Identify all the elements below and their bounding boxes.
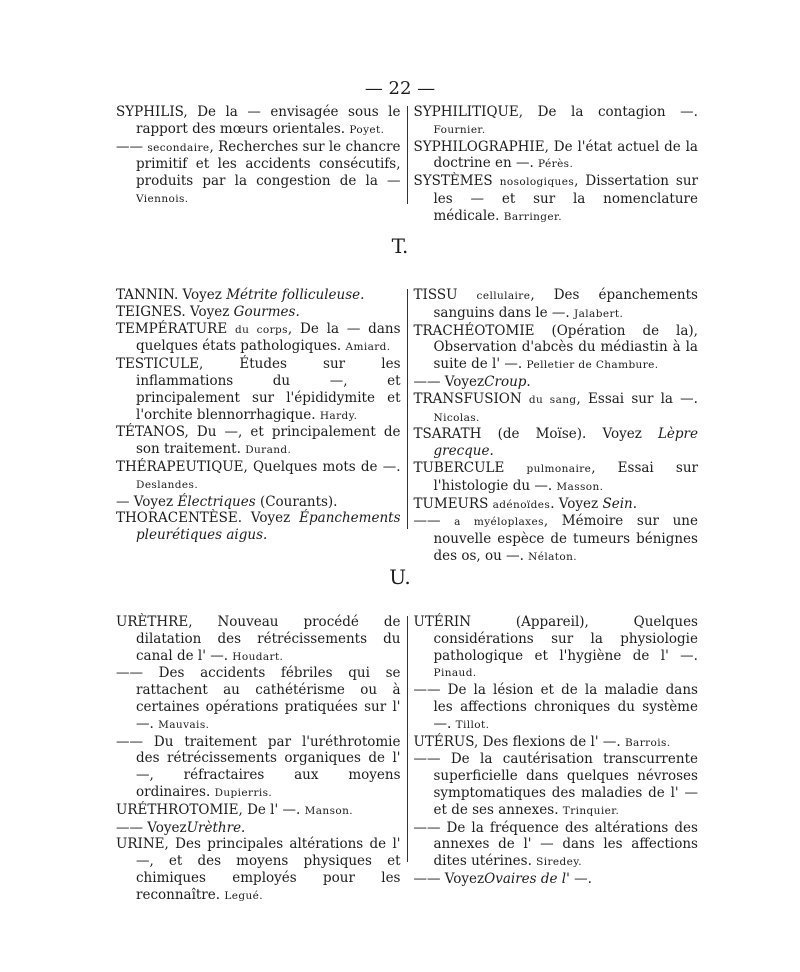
entry-author: Houdart. bbox=[232, 650, 284, 663]
index-entry bbox=[116, 104, 401, 139]
entry-author: Manson. bbox=[304, 804, 353, 817]
entry-heading: —— Voyez bbox=[116, 819, 187, 836]
index-entry bbox=[116, 802, 401, 820]
column-right bbox=[407, 104, 698, 226]
entry-reference: Urèthre. bbox=[186, 819, 246, 836]
entry-text: , De l' —. bbox=[238, 801, 305, 818]
index-entry bbox=[116, 665, 401, 733]
index-entry bbox=[116, 287, 401, 304]
entry-author: Durand. bbox=[245, 444, 292, 457]
entry-heading: TANNIN bbox=[116, 287, 174, 303]
index-entry bbox=[413, 287, 698, 323]
entry-author: Nicolas. bbox=[433, 411, 480, 424]
entry-heading: TESTICULE bbox=[116, 356, 199, 373]
column-left bbox=[116, 614, 407, 905]
entry-text: , De l'état actuel de la doctrine en —. bbox=[433, 138, 698, 172]
entry-author: Nélaton. bbox=[528, 550, 578, 563]
entry-heading: TRACHÉOTOMIE bbox=[413, 322, 535, 339]
entry-heading: —— bbox=[413, 751, 441, 768]
section-t bbox=[116, 287, 698, 566]
entry-text: . Voyez bbox=[181, 303, 234, 320]
entry-text: , Mémoire sur une nouvelle espèce de tumeurs bénignes des os, ou —. bbox=[433, 513, 698, 564]
entry-text: , Quelques mots de —. bbox=[243, 458, 401, 475]
index-entry bbox=[413, 682, 698, 733]
index-entry bbox=[116, 321, 401, 357]
entry-author: Barrois. bbox=[624, 736, 671, 749]
entry-text: , De la contagion —. bbox=[518, 104, 698, 120]
entry-heading: TRANSFUSION bbox=[413, 390, 522, 407]
entry-author: Hardy. bbox=[319, 409, 358, 422]
entry-text: , Recherches sur le chancre primitif et les accidents consécutifs, produits par la congestion de la — bbox=[136, 138, 401, 190]
entry-author: Pelletier de Chambure. bbox=[526, 359, 659, 372]
index-entry bbox=[413, 820, 698, 871]
entry-heading: — Voyez bbox=[116, 493, 174, 510]
entry-reference: Sein. bbox=[602, 495, 637, 512]
entry-text: (Opération de la), Observation d'abcès du médiastin à la suite de l' —. bbox=[433, 322, 698, 373]
entry-author: Pinaud. bbox=[433, 667, 477, 680]
entry-heading: THORACENTÈSE bbox=[116, 510, 238, 527]
entry-reference: Électriques bbox=[177, 493, 256, 510]
entry-heading: —— bbox=[413, 513, 441, 530]
index-entry bbox=[116, 424, 401, 459]
column-right bbox=[407, 614, 698, 905]
index-entry bbox=[413, 374, 698, 391]
index-entry bbox=[413, 426, 698, 460]
entry-heading: URÈTHRE bbox=[116, 614, 189, 630]
entry-heading: URÉTHROTOMIE bbox=[116, 801, 239, 818]
entry-author: Deslandes. bbox=[136, 478, 199, 491]
entry-text: , Essai sur l'histologie du —. bbox=[433, 459, 698, 494]
entry-text: (de Moïse). Voyez bbox=[481, 426, 658, 443]
entry-heading: —— bbox=[413, 682, 441, 699]
section-u bbox=[116, 614, 698, 905]
entry-heading: —— bbox=[116, 665, 143, 682]
entry-text: , Des épanchements sanguins dans le —. bbox=[433, 287, 698, 321]
index-entry bbox=[116, 836, 401, 904]
entry-author: Trinquier. bbox=[562, 804, 620, 817]
entry-author: Viennois. bbox=[136, 192, 189, 205]
index-entry bbox=[116, 139, 401, 208]
index-entry bbox=[413, 513, 698, 565]
entry-author: Mauvais. bbox=[158, 718, 210, 731]
column-right bbox=[407, 287, 698, 566]
entry-qualifier: pulmonaire bbox=[526, 462, 592, 475]
entry-reference: Métrite folliculeuse. bbox=[226, 287, 365, 303]
entry-text: . Voyez bbox=[550, 495, 603, 512]
entry-reference: Croup. bbox=[484, 373, 531, 390]
index-entry bbox=[413, 460, 698, 496]
index-entry bbox=[413, 139, 698, 174]
entry-heading: TSARATH bbox=[413, 426, 482, 443]
entry-heading: SYSTÈMES bbox=[413, 173, 493, 190]
column-left bbox=[116, 104, 407, 226]
entry-author: Masson. bbox=[556, 480, 604, 493]
entry-qualifier: a myéloplaxes bbox=[454, 516, 544, 529]
index-entry bbox=[116, 356, 401, 424]
entry-heading: TÉTANOS bbox=[116, 424, 185, 441]
entry-heading: TEIGNES bbox=[116, 303, 182, 320]
index-entry bbox=[413, 751, 698, 819]
entry-heading: SYPHILIS bbox=[116, 104, 184, 120]
entry-heading: TUMEURS bbox=[413, 495, 489, 512]
entry-author: Jalabert. bbox=[574, 307, 624, 320]
entry-author: Fournier. bbox=[433, 123, 486, 136]
entry-heading: THÉRAPEUTIQUE bbox=[116, 458, 244, 475]
entry-heading: UTÉRUS bbox=[413, 733, 475, 750]
entry-heading: —— Voyez bbox=[413, 373, 485, 390]
index-entry bbox=[413, 104, 698, 139]
index-entry bbox=[413, 173, 698, 225]
entry-heading: UTÉRIN bbox=[413, 614, 472, 630]
entry-text: De la lésion et de la maladie dans les affections chroniques du système —. bbox=[433, 682, 698, 732]
entry-author: Pérès. bbox=[538, 158, 574, 171]
index-entry bbox=[413, 496, 698, 514]
index-entry bbox=[413, 734, 698, 752]
entry-text: Des accidents fébriles qui se rattachent au cathétérisme ou à certaines opérations pratiquées sur l' —. bbox=[136, 665, 401, 732]
entry-text: , Des principales altérations de l' —, et des moyens physiques et chimiques employés pour les reconnaître. bbox=[136, 836, 401, 903]
section-letter-u: U. bbox=[389, 565, 411, 589]
entry-text: De la cautérisation transcurrente superficielle dans quelques névroses symptomatiques des maladies de l' — et de ses annexes. bbox=[433, 751, 698, 818]
entry-text: , Des flexions de l' —. bbox=[474, 733, 625, 750]
entry-author: Poyet. bbox=[349, 123, 385, 136]
section-s bbox=[116, 104, 698, 226]
entry-heading: TEMPÉRATURE bbox=[116, 320, 228, 337]
entry-heading: —— Voyez bbox=[413, 870, 485, 887]
entry-author: Siredey. bbox=[536, 856, 582, 869]
index-entry bbox=[116, 304, 401, 321]
entry-text: , Essai sur la —. bbox=[576, 390, 698, 407]
entry-text: (Appareil), Quelques considérations sur la physiologie pathologique et l'hygiène de l' —. bbox=[433, 614, 698, 664]
entry-qualifier: du corps bbox=[235, 323, 288, 336]
index-entry bbox=[116, 614, 401, 665]
entry-reference: Lèpre grecque. bbox=[433, 426, 698, 460]
entry-text: (Courants). bbox=[255, 493, 338, 510]
index-entry bbox=[413, 871, 698, 888]
entry-reference: Gourmes. bbox=[233, 303, 300, 320]
entry-text: , Études sur les inflammations du —, et principalement sur l'épididymite et l'orchite blennorrhagique. bbox=[136, 356, 401, 423]
entry-heading: —— bbox=[116, 138, 143, 155]
entry-qualifier: du sang bbox=[528, 393, 577, 406]
entry-heading: —— bbox=[413, 819, 441, 836]
entry-text: . Voyez bbox=[237, 510, 300, 527]
entry-author: Legué. bbox=[224, 889, 263, 902]
column-left bbox=[116, 287, 407, 566]
index-entry bbox=[116, 494, 401, 511]
entry-author: Barringer. bbox=[503, 210, 563, 223]
entry-text: , Du —, et principalement de son traitement. bbox=[136, 424, 401, 458]
entry-author: Amiard. bbox=[345, 341, 391, 354]
entry-qualifier: cellulaire bbox=[476, 290, 531, 302]
entry-author: Dupierris. bbox=[214, 786, 273, 799]
entry-reference: Épanchements pleurétiques aigus. bbox=[136, 510, 401, 544]
entry-text: . Voyez bbox=[173, 287, 227, 303]
index-entry bbox=[413, 391, 698, 427]
section-letter-t: T. bbox=[391, 234, 409, 258]
entry-text: , De la — dans quelques états pathologiques. bbox=[136, 320, 401, 355]
entry-heading: URINE bbox=[116, 836, 165, 853]
entry-heading: SYPHILOGRAPHIE bbox=[413, 138, 545, 155]
index-entry bbox=[116, 734, 401, 802]
entry-heading: TUBERCULE bbox=[413, 459, 505, 476]
entry-text: De la fréquence des altérations des annexes de l' — dans les affections dites utérines. bbox=[433, 819, 698, 870]
entry-heading: SYPHILITIQUE bbox=[413, 104, 519, 120]
index-entry bbox=[413, 614, 698, 682]
entry-text: , Dissertation sur les — et sur la nomenclature médicale. bbox=[433, 173, 698, 224]
index-entry bbox=[116, 820, 401, 837]
entry-qualifier: nosologiques bbox=[499, 176, 575, 189]
index-entry bbox=[116, 459, 401, 494]
entry-qualifier: secondaire bbox=[147, 141, 210, 154]
entry-text: , Nouveau procédé de dilatation des rétrécissements du canal de l' —. bbox=[136, 614, 401, 664]
entry-reference: Ovaires de l' —. bbox=[484, 870, 592, 887]
entry-text: Du traitement par l'uréthrotomie des rétrécissements organiques de l' —, réfractaires aux moyens ordinaires. bbox=[136, 733, 401, 800]
entry-author: Tillot. bbox=[455, 718, 490, 731]
page-number: — 22 — bbox=[364, 78, 436, 99]
entry-heading: —— bbox=[116, 733, 143, 750]
entry-text: , De la — envisagée sous le rapport des mœurs orientales. bbox=[136, 104, 401, 137]
entry-qualifier: adénoïdes bbox=[492, 498, 551, 511]
index-entry bbox=[116, 510, 401, 544]
entry-heading: TISSU bbox=[413, 287, 458, 303]
index-entry bbox=[413, 323, 698, 374]
